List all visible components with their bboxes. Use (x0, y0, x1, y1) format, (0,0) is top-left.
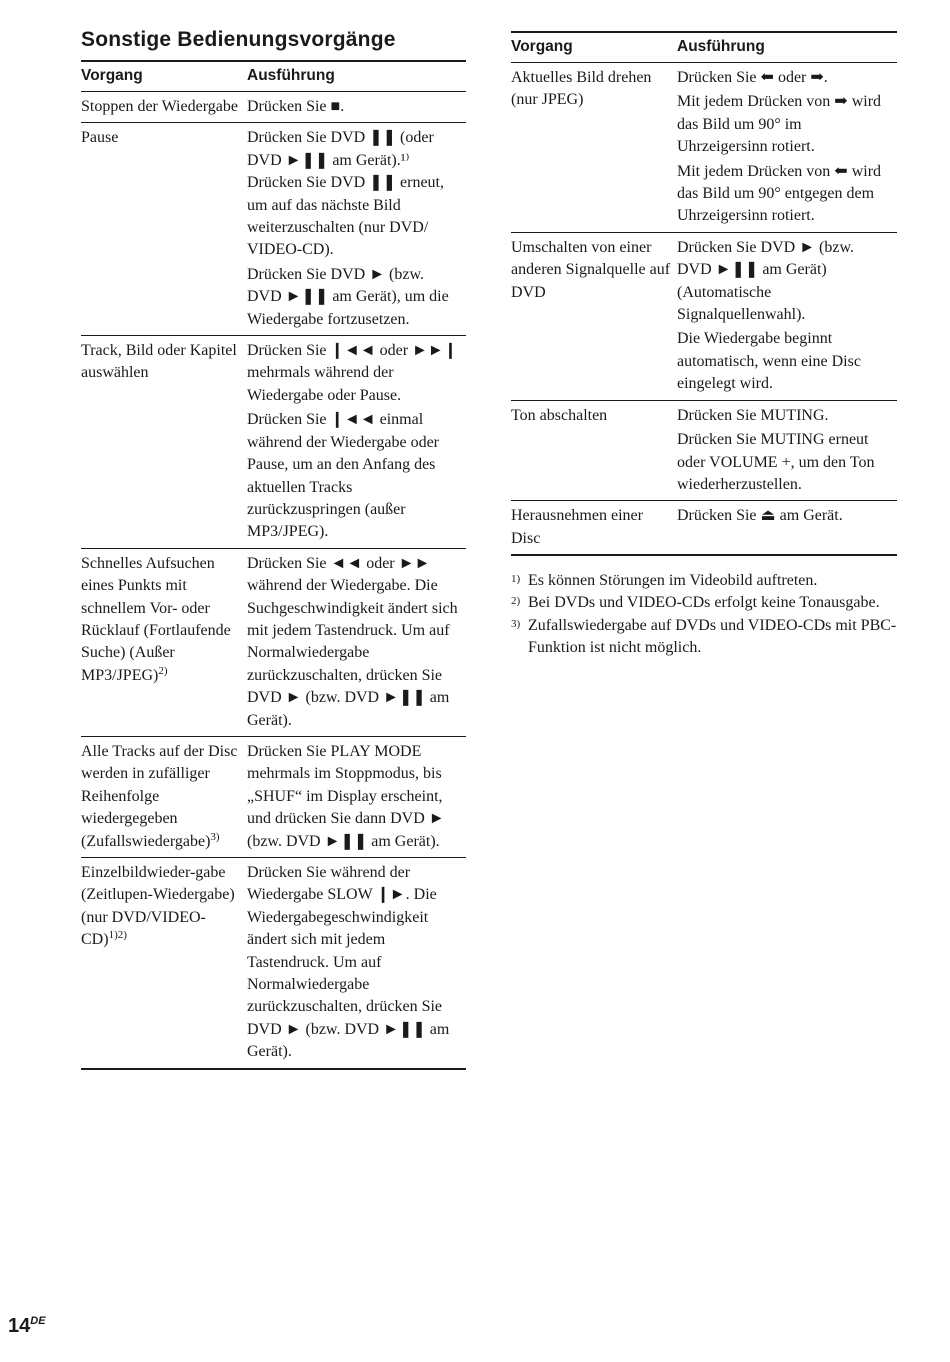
footnote-ref: 3) (210, 830, 220, 843)
procedure-cell (247, 92, 466, 123)
operations-table-left (81, 60, 466, 1070)
table-row (511, 63, 897, 233)
operation-cell (81, 92, 247, 123)
footnote-text: Zufallswiedergabe auf DVDs und VIDEO-CDs mit PBC-Funktion ist nicht möglich. (528, 616, 897, 657)
operation-label: Schnelles Aufsuchen eines Punkts mit schnellem Vor- oder Rücklauf (Fortlaufende Suche) (Außer MP3/JPEG) (81, 554, 231, 684)
procedure-cell (677, 501, 897, 555)
procedure-text: Drücken Sie ◄◄ oder ►► während der Wiedergabe. Die Suchgeschwindigkeit ändert sich mit jedem Tastendruck. Um auf Normalwiedergabe zurückzuschalten, drücken Sie DVD ► (bzw. DVD ►❚❚ am Gerät). (247, 554, 458, 729)
operation-label: Pause (81, 129, 119, 147)
page-number-value: 14 (8, 1315, 31, 1337)
procedure-cell (247, 736, 466, 857)
header-ausfuehrung: Ausführung (247, 61, 466, 92)
procedure-cell (247, 858, 466, 1069)
procedure-text: Drücken Sie DVD ► (bzw. DVD ►❚❚ am Gerät), um die Wiedergabe fortzusetzen. (247, 265, 449, 328)
operation-label: Ton abschalten (511, 406, 608, 424)
table-row (81, 336, 466, 549)
table-row (81, 123, 466, 336)
operation-label: Aktuelles Bild drehen (nur JPEG) (511, 69, 652, 109)
table-header-row (511, 32, 897, 63)
footnote: 2) Bei DVDs und VIDEO-CDs erfolgt keine Tonausgabe. (511, 594, 880, 612)
procedure-text: Drücken Sie MUTING erneut oder VOLUME +, um den Ton wiederherzustellen. (677, 431, 875, 493)
header-ausfuehrung: Ausführung (677, 32, 897, 63)
operation-cell (81, 123, 247, 336)
footnote-ref: 2) (158, 664, 168, 677)
operation-label: Herausnehmen einer Disc (511, 507, 643, 547)
page-number (8, 1308, 46, 1339)
procedure-text: Drücken Sie während der Wiedergabe SLOW ❙►. Die Wiedergabegeschwindigkeit ändert sich mit jedem Tastendruck. Um auf Normalwiedergabe zurückzuschalten, drücken Sie DVD ► (bzw. DVD ►❚❚ am Gerät). (247, 864, 450, 1061)
procedure-text: Die Wiedergabe beginnt automatisch, wenn eine Disc eingelegt wird. (677, 330, 861, 393)
procedure-cell (247, 123, 466, 336)
footnote: 3) Zufallswiedergabe auf DVDs und VIDEO-CDs mit PBC-Funktion ist nicht möglich. (511, 616, 897, 657)
table-row (511, 232, 897, 400)
table-header-row (81, 61, 466, 92)
operation-cell (81, 736, 247, 857)
operation-label: Einzelbildwieder-gabe (Zeitlupen-Wiedergabe) (nur DVD/VIDEO-CD) (81, 864, 235, 949)
procedure-text: Drücken Sie ❙◄◄ einmal während der Wiedergabe oder Pause, um an den Anfang des aktuellen Tracks zurückzuspringen (außer MP3/JPEG). (247, 411, 440, 541)
table-row (511, 501, 897, 555)
operation-label: Stoppen der Wiedergabe (81, 98, 238, 115)
footnotes (511, 570, 901, 660)
table-row (81, 736, 466, 857)
procedure-cell (677, 400, 897, 501)
operation-cell (511, 63, 677, 233)
procedure-text: Mit jedem Drücken von ⬅ wird das Bild um 90° entgegen dem Uhrzeigersinn rotiert. (677, 162, 882, 225)
footnote-ref: 1)2) (108, 929, 127, 942)
operation-cell (511, 232, 677, 400)
operation-cell (511, 501, 677, 555)
table-row (511, 400, 897, 501)
procedure-text: Drücken Sie ⬅ oder ➡. (677, 69, 828, 86)
section-title: Sonstige Bedienungsvorgänge (81, 28, 396, 51)
operations-table-right (511, 31, 897, 556)
procedure-cell (247, 548, 466, 736)
table-row (81, 858, 466, 1069)
table-row (81, 548, 466, 736)
header-vorgang: Vorgang (511, 32, 677, 63)
procedure-cell (677, 63, 897, 233)
procedure-text: Drücken Sie DVD ❚❚ (oder DVD ►❚❚ am Gerät).¹⁾ Drücken Sie DVD ❚❚ erneut, um auf das nächste Bild weiterzuschalten (nur DVD/ VIDEO-CD). (247, 129, 444, 259)
operation-cell (81, 548, 247, 736)
procedure-text: Drücken Sie ⏏ am Gerät. (677, 507, 843, 525)
procedure-cell (247, 336, 466, 549)
table-row (81, 92, 466, 123)
operation-label: Track, Bild oder Kapitel auswählen (81, 342, 237, 382)
procedure-cell (677, 232, 897, 400)
page-language-suffix: DE (30, 1315, 46, 1327)
procedure-text: Drücken Sie ❙◄◄ oder ►►❙ mehrmals während der Wiedergabe oder Pause. (247, 342, 458, 404)
procedure-text: Drücken Sie PLAY MODE mehrmals im Stoppmodus, bis „SHUF“ im Display erscheint, und drücken Sie dann DVD ► (bzw. DVD ►❚❚ am Gerät). (247, 742, 445, 850)
header-vorgang: Vorgang (81, 61, 247, 92)
operation-cell (511, 400, 677, 501)
operation-label: Umschalten von einer anderen Signalquelle auf DVD (511, 238, 671, 301)
procedure-text: Mit jedem Drücken von ➡ wird das Bild um 90° im Uhrzeigersinn rotiert. (677, 93, 882, 156)
footnote-text: Es können Störungen im Videobild auftreten. (528, 572, 818, 589)
procedure-text: Drücken Sie DVD ► (bzw. DVD ►❚❚ am Gerät) (Automatische Signalquellenwahl). (677, 238, 854, 324)
operation-cell (81, 336, 247, 549)
footnote-text: Bei DVDs und VIDEO-CDs erfolgt keine Tonausgabe. (528, 594, 880, 612)
operation-cell (81, 858, 247, 1069)
procedure-text: Drücken Sie MUTING. (677, 406, 829, 424)
procedure-text: Drücken Sie ■. (247, 98, 345, 115)
footnote: 1) Es können Störungen im Videobild auftreten. (511, 572, 818, 589)
operation-label: Alle Tracks auf der Disc werden in zufälliger Reihenfolge wiedergegeben (Zufallswiedergabe) (81, 742, 238, 850)
